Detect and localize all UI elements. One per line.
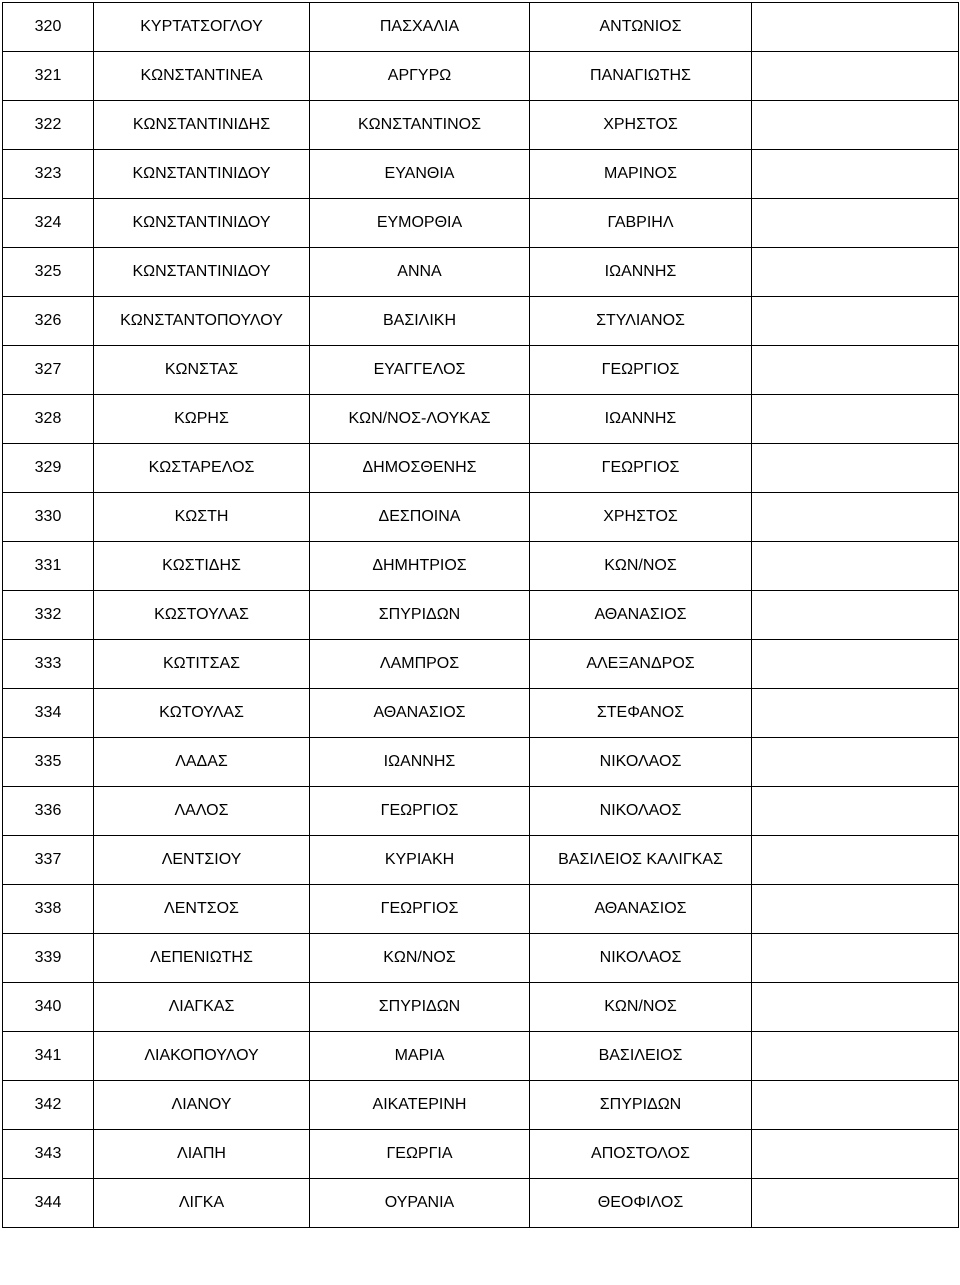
- first-name-cell: ΔΗΜΟΣΘΕΝΗΣ: [310, 444, 530, 493]
- row-number-cell: 331: [3, 542, 94, 591]
- surname-cell: ΛΕΠΕΝΙΩΤΗΣ: [94, 934, 310, 983]
- roster-table: [2, 2, 959, 1228]
- father-name-cell: ΒΑΣΙΛΕΙΟΣ: [530, 1032, 752, 1081]
- table-row: [3, 493, 959, 542]
- row-number-cell: 333: [3, 640, 94, 689]
- table-row: [3, 150, 959, 199]
- first-name-cell: ΛΑΜΠΡΟΣ: [310, 640, 530, 689]
- surname-cell: ΚΩΝΣΤΑΝΤΙΝΙΔΟΥ: [94, 150, 310, 199]
- father-name-cell: ΚΩΝ/ΝΟΣ: [530, 983, 752, 1032]
- father-name-cell: ΣΤΕΦΑΝΟΣ: [530, 689, 752, 738]
- table-row: [3, 738, 959, 787]
- empty-cell: [752, 199, 959, 248]
- empty-cell: [752, 150, 959, 199]
- table-row: [3, 885, 959, 934]
- table-row: [3, 640, 959, 689]
- surname-cell: ΚΥΡΤΑΤΣΟΓΛΟΥ: [94, 3, 310, 52]
- father-name-cell: ΓΑΒΡΙΗΛ: [530, 199, 752, 248]
- table-row: [3, 591, 959, 640]
- surname-cell: ΚΩΡΗΣ: [94, 395, 310, 444]
- table-row: [3, 983, 959, 1032]
- father-name-cell: ΣΤΥΛΙΑΝΟΣ: [530, 297, 752, 346]
- first-name-cell: ΟΥΡΑΝΙΑ: [310, 1179, 530, 1228]
- row-number-cell: 340: [3, 983, 94, 1032]
- row-number-cell: 336: [3, 787, 94, 836]
- surname-cell: ΚΩΝΣΤΑΣ: [94, 346, 310, 395]
- surname-cell: ΛΑΛΟΣ: [94, 787, 310, 836]
- table-row: [3, 689, 959, 738]
- first-name-cell: ΓΕΩΡΓΙΟΣ: [310, 885, 530, 934]
- father-name-cell: ΙΩΑΝΝΗΣ: [530, 395, 752, 444]
- first-name-cell: ΑΡΓΥΡΩ: [310, 52, 530, 101]
- empty-cell: [752, 493, 959, 542]
- row-number-cell: 328: [3, 395, 94, 444]
- surname-cell: ΚΩΝΣΤΑΝΤΟΠΟΥΛΟΥ: [94, 297, 310, 346]
- surname-cell: ΛΕΝΤΣΟΣ: [94, 885, 310, 934]
- father-name-cell: ΚΩΝ/ΝΟΣ: [530, 542, 752, 591]
- father-name-cell: ΘΕΟΦΙΛΟΣ: [530, 1179, 752, 1228]
- surname-cell: ΚΩΣΤΟΥΛΑΣ: [94, 591, 310, 640]
- row-number-cell: 337: [3, 836, 94, 885]
- surname-cell: ΛΕΝΤΣΙΟΥ: [94, 836, 310, 885]
- first-name-cell: ΜΑΡΙΑ: [310, 1032, 530, 1081]
- empty-cell: [752, 1032, 959, 1081]
- father-name-cell: ΣΠΥΡΙΔΩΝ: [530, 1081, 752, 1130]
- empty-cell: [752, 1081, 959, 1130]
- row-number-cell: 329: [3, 444, 94, 493]
- row-number-cell: 323: [3, 150, 94, 199]
- table-row: [3, 248, 959, 297]
- table-row: [3, 934, 959, 983]
- table-row: [3, 395, 959, 444]
- table-row: [3, 52, 959, 101]
- empty-cell: [752, 640, 959, 689]
- first-name-cell: ΑΙΚΑΤΕΡΙΝΗ: [310, 1081, 530, 1130]
- empty-cell: [752, 787, 959, 836]
- father-name-cell: ΑΝΤΩΝΙΟΣ: [530, 3, 752, 52]
- empty-cell: [752, 983, 959, 1032]
- row-number-cell: 322: [3, 101, 94, 150]
- father-name-cell: ΑΘΑΝΑΣΙΟΣ: [530, 591, 752, 640]
- father-name-cell: ΝΙΚΟΛΑΟΣ: [530, 787, 752, 836]
- first-name-cell: ΕΥΑΓΓΕΛΟΣ: [310, 346, 530, 395]
- empty-cell: [752, 52, 959, 101]
- table-row: [3, 199, 959, 248]
- empty-cell: [752, 885, 959, 934]
- surname-cell: ΚΩΣΤΑΡΕΛΟΣ: [94, 444, 310, 493]
- empty-cell: [752, 542, 959, 591]
- surname-cell: ΛΙΑΚΟΠΟΥΛΟΥ: [94, 1032, 310, 1081]
- table-row: [3, 1081, 959, 1130]
- surname-cell: ΛΙΑΠΗ: [94, 1130, 310, 1179]
- first-name-cell: ΠΑΣΧΑΛΙΑ: [310, 3, 530, 52]
- empty-cell: [752, 297, 959, 346]
- table-row: [3, 1032, 959, 1081]
- empty-cell: [752, 689, 959, 738]
- table-row: [3, 1130, 959, 1179]
- father-name-cell: ΑΘΑΝΑΣΙΟΣ: [530, 885, 752, 934]
- table-row: [3, 101, 959, 150]
- row-number-cell: 332: [3, 591, 94, 640]
- row-number-cell: 338: [3, 885, 94, 934]
- first-name-cell: ΒΑΣΙΛΙΚΗ: [310, 297, 530, 346]
- first-name-cell: ΑΝΝΑ: [310, 248, 530, 297]
- father-name-cell: ΒΑΣΙΛΕΙΟΣ ΚΑΛΙΓΚΑΣ: [530, 836, 752, 885]
- first-name-cell: ΓΕΩΡΓΙΟΣ: [310, 787, 530, 836]
- first-name-cell: ΙΩΑΝΝΗΣ: [310, 738, 530, 787]
- surname-cell: ΚΩΤΙΤΣΑΣ: [94, 640, 310, 689]
- father-name-cell: ΝΙΚΟΛΑΟΣ: [530, 738, 752, 787]
- father-name-cell: ΧΡΗΣΤΟΣ: [530, 493, 752, 542]
- row-number-cell: 326: [3, 297, 94, 346]
- table-row: [3, 297, 959, 346]
- father-name-cell: ΠΑΝΑΓΙΩΤΗΣ: [530, 52, 752, 101]
- empty-cell: [752, 444, 959, 493]
- empty-cell: [752, 3, 959, 52]
- first-name-cell: ΚΥΡΙΑΚΗ: [310, 836, 530, 885]
- father-name-cell: ΙΩΑΝΝΗΣ: [530, 248, 752, 297]
- surname-cell: ΚΩΝΣΤΑΝΤΙΝΕΑ: [94, 52, 310, 101]
- empty-cell: [752, 346, 959, 395]
- table-row: [3, 444, 959, 493]
- first-name-cell: ΣΠΥΡΙΔΩΝ: [310, 983, 530, 1032]
- row-number-cell: 343: [3, 1130, 94, 1179]
- father-name-cell: ΑΛΕΞΑΝΔΡΟΣ: [530, 640, 752, 689]
- surname-cell: ΛΙΓΚΑ: [94, 1179, 310, 1228]
- row-number-cell: 327: [3, 346, 94, 395]
- table-row: [3, 1179, 959, 1228]
- surname-cell: ΛΙΑΓΚΑΣ: [94, 983, 310, 1032]
- surname-cell: ΚΩΝΣΤΑΝΤΙΝΙΔΟΥ: [94, 248, 310, 297]
- table-row: [3, 3, 959, 52]
- surname-cell: ΚΩΣΤΗ: [94, 493, 310, 542]
- father-name-cell: ΑΠΟΣΤΟΛΟΣ: [530, 1130, 752, 1179]
- row-number-cell: 334: [3, 689, 94, 738]
- empty-cell: [752, 1130, 959, 1179]
- row-number-cell: 320: [3, 3, 94, 52]
- first-name-cell: ΕΥΜΟΡΘΙΑ: [310, 199, 530, 248]
- empty-cell: [752, 836, 959, 885]
- surname-cell: ΛΙΑΝΟΥ: [94, 1081, 310, 1130]
- roster-body: [3, 3, 959, 1228]
- first-name-cell: ΕΥΑΝΘΙΑ: [310, 150, 530, 199]
- row-number-cell: 330: [3, 493, 94, 542]
- first-name-cell: ΔΗΜΗΤΡΙΟΣ: [310, 542, 530, 591]
- empty-cell: [752, 101, 959, 150]
- table-row: [3, 787, 959, 836]
- first-name-cell: ΔΕΣΠΟΙΝΑ: [310, 493, 530, 542]
- surname-cell: ΚΩΝΣΤΑΝΤΙΝΙΔΟΥ: [94, 199, 310, 248]
- empty-cell: [752, 738, 959, 787]
- empty-cell: [752, 1179, 959, 1228]
- father-name-cell: ΧΡΗΣΤΟΣ: [530, 101, 752, 150]
- first-name-cell: ΚΩΝ/ΝΟΣ-ΛΟΥΚΑΣ: [310, 395, 530, 444]
- father-name-cell: ΓΕΩΡΓΙΟΣ: [530, 346, 752, 395]
- first-name-cell: ΑΘΑΝΑΣΙΟΣ: [310, 689, 530, 738]
- surname-cell: ΚΩΤΟΥΛΑΣ: [94, 689, 310, 738]
- row-number-cell: 341: [3, 1032, 94, 1081]
- first-name-cell: ΚΩΝΣΤΑΝΤΙΝΟΣ: [310, 101, 530, 150]
- row-number-cell: 344: [3, 1179, 94, 1228]
- row-number-cell: 342: [3, 1081, 94, 1130]
- surname-cell: ΚΩΝΣΤΑΝΤΙΝΙΔΗΣ: [94, 101, 310, 150]
- empty-cell: [752, 395, 959, 444]
- empty-cell: [752, 248, 959, 297]
- empty-cell: [752, 591, 959, 640]
- father-name-cell: ΓΕΩΡΓΙΟΣ: [530, 444, 752, 493]
- surname-cell: ΛΑΔΑΣ: [94, 738, 310, 787]
- table-row: [3, 542, 959, 591]
- row-number-cell: 324: [3, 199, 94, 248]
- empty-cell: [752, 934, 959, 983]
- row-number-cell: 335: [3, 738, 94, 787]
- first-name-cell: ΓΕΩΡΓΙΑ: [310, 1130, 530, 1179]
- first-name-cell: ΚΩΝ/ΝΟΣ: [310, 934, 530, 983]
- table-row: [3, 346, 959, 395]
- row-number-cell: 339: [3, 934, 94, 983]
- first-name-cell: ΣΠΥΡΙΔΩΝ: [310, 591, 530, 640]
- father-name-cell: ΜΑΡΙΝΟΣ: [530, 150, 752, 199]
- table-row: [3, 836, 959, 885]
- father-name-cell: ΝΙΚΟΛΑΟΣ: [530, 934, 752, 983]
- row-number-cell: 321: [3, 52, 94, 101]
- row-number-cell: 325: [3, 248, 94, 297]
- surname-cell: ΚΩΣΤΙΔΗΣ: [94, 542, 310, 591]
